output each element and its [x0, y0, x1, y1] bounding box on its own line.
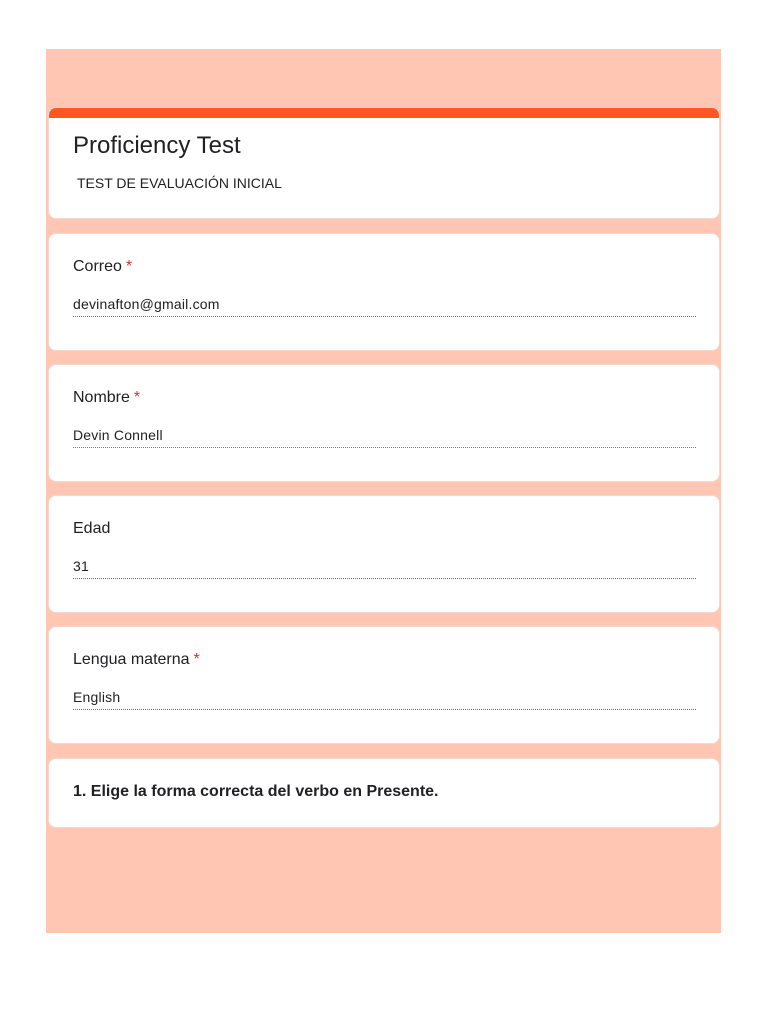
required-indicator: *: [133, 389, 141, 406]
question-label: Edad: [73, 520, 111, 537]
form-title: Proficiency Test: [73, 132, 241, 159]
email-field[interactable]: [73, 294, 696, 317]
name-field[interactable]: [73, 425, 696, 448]
required-indicator: *: [125, 258, 133, 275]
required-indicator: *: [193, 651, 200, 668]
name-field-value: Devin Connell: [73, 427, 163, 443]
age-field[interactable]: [73, 556, 696, 579]
age-field-value: 31: [73, 558, 89, 574]
question-title-age: [73, 520, 110, 538]
section-title: 1. Elige la forma correcta del verbo en Presente.: [73, 783, 439, 800]
question-title-native-language: [73, 651, 200, 669]
question-card-name: [48, 364, 720, 482]
section-header-card: [48, 758, 720, 828]
question-label: Correo: [73, 258, 122, 275]
question-label: Nombre: [73, 389, 130, 406]
question-card-native-language: [48, 626, 720, 744]
question-label: Lengua materna: [73, 651, 190, 668]
question-title-name: [73, 389, 140, 407]
email-field-value: devinafton@gmail.com: [73, 296, 220, 312]
native-language-field[interactable]: [73, 687, 696, 710]
form-description: TEST DE EVALUACIÓN INICIAL: [77, 175, 282, 191]
question-title-email: [73, 258, 132, 276]
header-accent-bar: [49, 108, 719, 118]
question-card-age: [48, 495, 720, 613]
question-card-email: [48, 233, 720, 351]
form-header-card: [48, 107, 720, 219]
native-language-field-value: English: [73, 689, 121, 705]
